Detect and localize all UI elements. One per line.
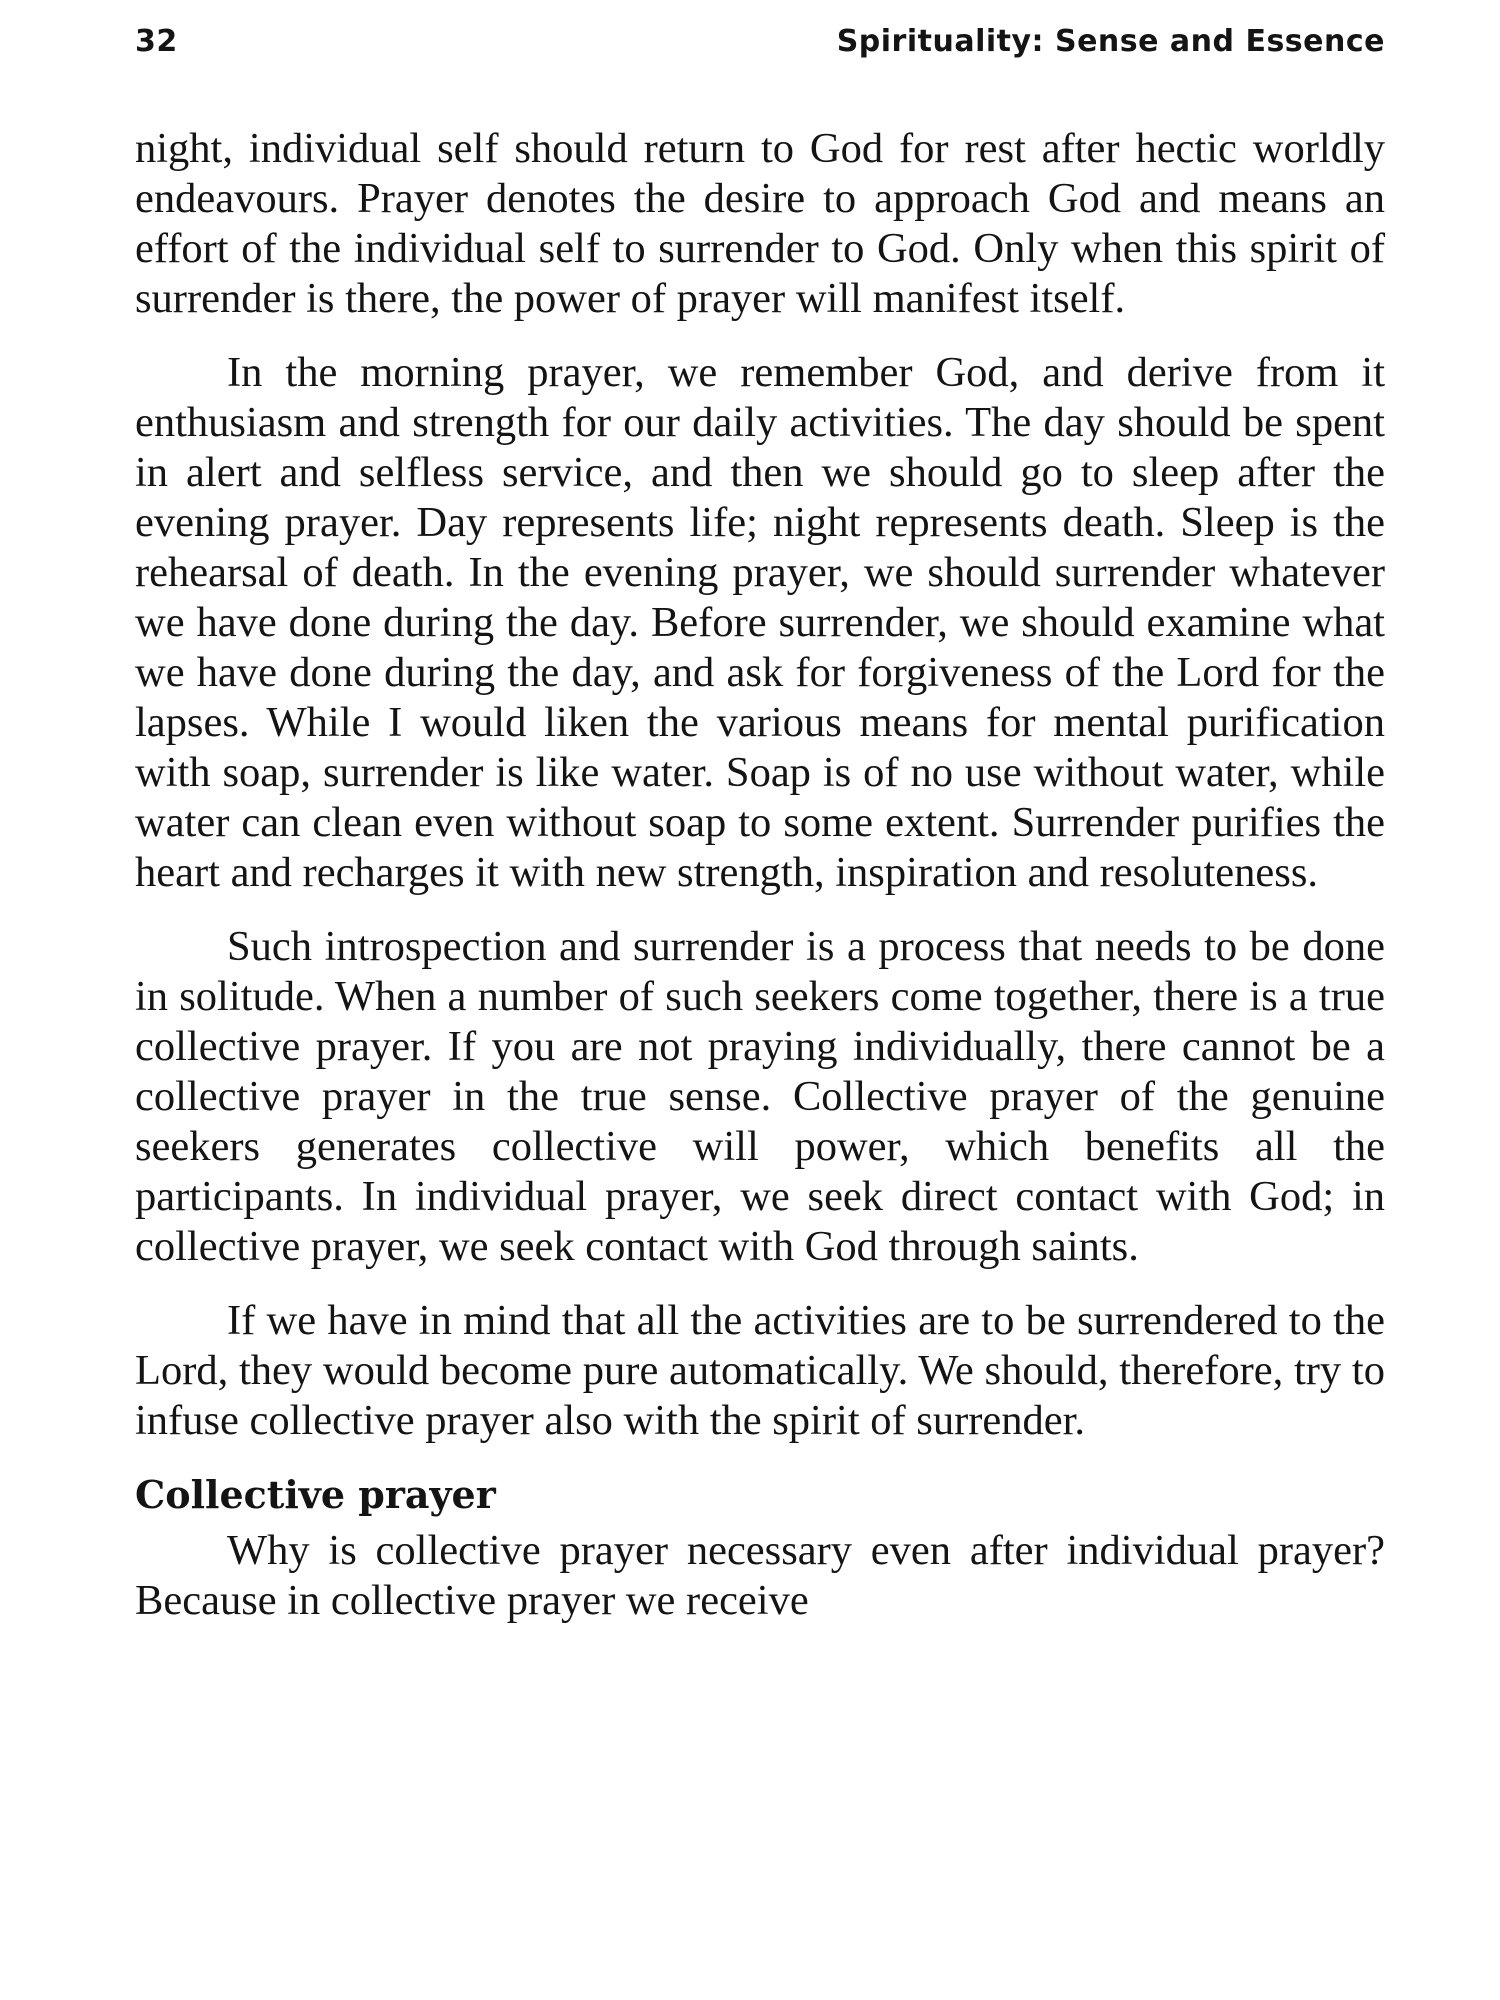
book-page (135, 24, 1385, 1974)
paragraph-introspection: Such introspection and surrender is a process that needs to be done in solitude. When a number of such seekers come together, there is a true collective prayer. If you are not praying individually, there cannot be a collective prayer in the true sense. Collective prayer of the genuine seekers generates collective will power, which benefits all the participants. In individual prayer, we seek direct contact with God; in collective prayer, we seek contact with God through saints. (135, 923, 1385, 1270)
body-text (135, 124, 1385, 1626)
paragraph-surrender-activities: If we have in mind that all the activities are to be surrendered to the Lord, they would become pure automatically. We should, therefore, try to infuse collective prayer also with the spirit of surrender. (135, 1297, 1385, 1444)
paragraph-collective-prayer: Why is collective prayer necessary even after individual prayer? Because in collective prayer we receive (135, 1527, 1385, 1624)
running-header (135, 24, 1385, 84)
book-title: Spirituality: Sense and Essence (836, 24, 1385, 59)
paragraph-morning-prayer: In the morning prayer, we remember God, and derive from it enthusiasm and strength for our daily activities. The day should be spent in alert and selfless service, and then we should go to sleep after the evening prayer. Day represents life; night represents death. Sleep is the rehearsal of death. In the evening prayer, we should surrender whatever we have done during the day. Before surrender, we should examine what we have done during the day, and ask for forgiveness of the Lord for the lapses. While I would liken the various means for mental purification with soap, surrender is like water. Soap is of no use without water, while water can clean even without soap to some extent. Surrender purifies the heart and recharges it with new strength, inspiration and resoluteness. (135, 349, 1385, 896)
paragraph-continued: night, individual self should return to God for rest after hectic worldly endeavours. Prayer denotes the desire to approach God and means an effort of the individual self to surrender to God. Only when this spirit of surrender is there, the power of prayer will manifest itself. (135, 125, 1385, 322)
page-number: 32 (135, 24, 178, 59)
section-heading: Collective prayer (135, 1472, 496, 1517)
